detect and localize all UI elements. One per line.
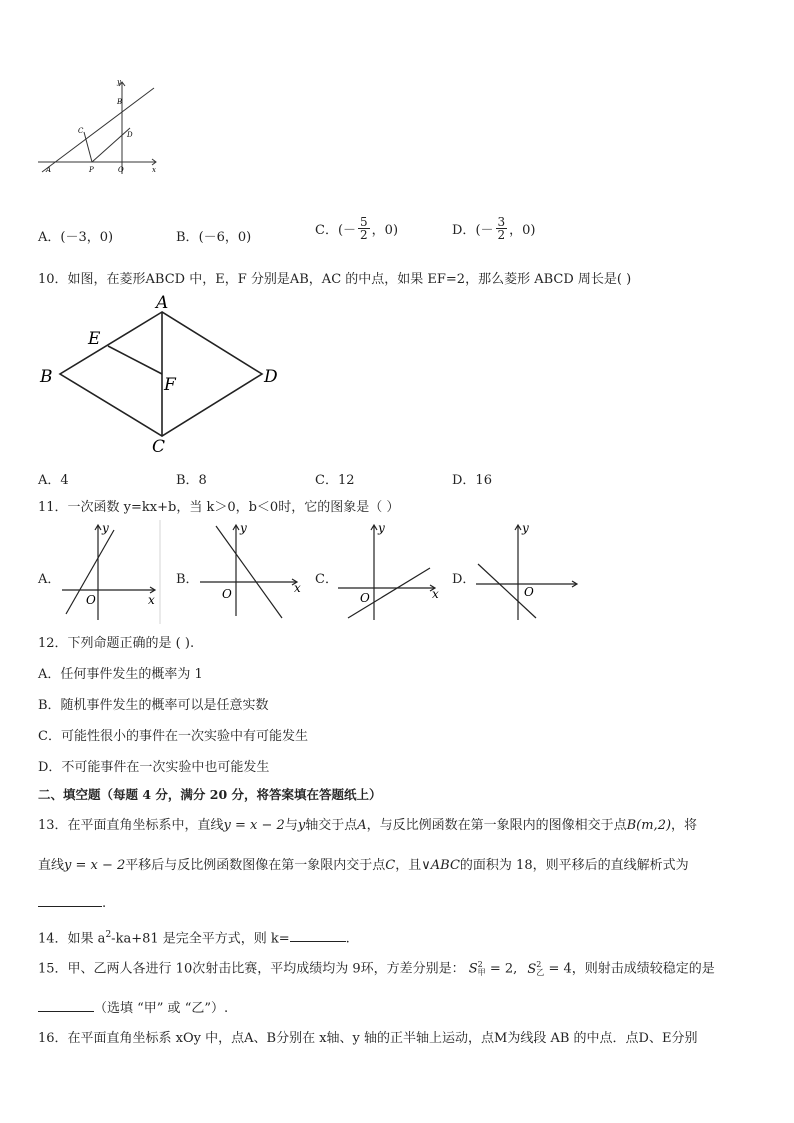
q13-line-1 <box>38 818 697 834</box>
q15-s2-val: = 4 <box>548 961 572 977</box>
q13-part7: 平移后与反比例函数图像在第一象限内交于点 <box>125 858 386 873</box>
q9-option-d-fraction <box>496 216 508 241</box>
q11-b-o-label: O <box>222 587 232 601</box>
q13-A: A <box>357 818 367 833</box>
q14-sup: 2 <box>105 930 112 940</box>
q9-option-d-post: ，0) <box>509 223 536 238</box>
q11-option-d-letter: D． <box>452 572 476 587</box>
q13-part8: ，且 <box>395 858 422 873</box>
q11-c-y-label: y <box>378 521 385 535</box>
q15-s1-val: = 2, <box>489 961 518 977</box>
q9-option-a-text: (－3，0) <box>60 230 114 245</box>
q10-option-b: B．8 <box>176 473 207 488</box>
q15-part2: ，则射击成绩较稳定的是 <box>571 961 715 977</box>
q9-label-C: C <box>78 127 84 135</box>
q11-a-y-label: y <box>102 521 109 535</box>
q15-s1-sub: 甲 <box>477 968 486 977</box>
q11-d-y-label: y <box>522 521 529 535</box>
q12-option-a: A．任何事件发生的概率为 1 <box>38 667 203 682</box>
q13-C: C <box>385 858 396 873</box>
q9-option-c-pre: (－ <box>337 223 357 238</box>
q10-question: 10．如图，在菱形ABCD 中，E，F 分别是AB，AC 的中点，如果 EF=2，那么菱形 ABCD 周长是( ) <box>38 272 632 287</box>
q11-graph-a <box>58 520 162 624</box>
q9-option-a-letter: A． <box>38 230 61 245</box>
q12-option-c: C．可能性很小的事件在一次实验中有可能发生 <box>38 729 308 744</box>
q15-line-2 <box>38 999 228 1017</box>
q15-answer-blank[interactable] <box>38 999 94 1012</box>
q9-option-d-letter: D． <box>452 223 476 238</box>
q15-s2: S <box>527 961 537 977</box>
q9-option-c <box>315 216 398 241</box>
q13-end: . <box>102 896 107 911</box>
q15-s1-sup: 2 <box>477 960 483 969</box>
q9-label-x: x <box>152 166 156 174</box>
q13-part2: 与 <box>284 818 298 833</box>
q11-graph-b <box>196 520 306 624</box>
q9-figure <box>34 74 164 178</box>
q9-option-d-num: 3 <box>497 215 506 229</box>
q9-option-c-letter: C． <box>315 223 338 238</box>
q13-part3: 轴交于点 <box>305 818 358 833</box>
q11-option-b-letter: B． <box>176 572 199 587</box>
q10-label-E: E <box>88 329 101 349</box>
q9-label-D: D <box>127 131 133 139</box>
q13-eq1: y = x − 2 <box>223 818 285 833</box>
q11-c-x-label: x <box>432 587 439 601</box>
q15-s2-sub: 乙 <box>536 968 545 977</box>
q13-part6: 直线 <box>38 858 65 873</box>
q11-b-x-label: x <box>294 581 301 595</box>
q9-label-A: A <box>46 166 52 174</box>
q12-question: 12．下列命题正确的是 ( ). <box>38 636 195 651</box>
q13-y: y <box>297 818 306 833</box>
q14-question <box>38 927 350 947</box>
section-2-title: 二、填空题（每题 4 分，满分 20 分，将答案填在答题纸上） <box>38 787 382 802</box>
q10-option-d: D．16 <box>452 473 492 488</box>
q9-label-y: y <box>117 78 121 86</box>
q14-end: . <box>345 931 350 947</box>
q15-line-1 <box>38 961 715 978</box>
q11-c-o-label: O <box>360 591 370 605</box>
q9-option-c-num: 5 <box>360 215 368 229</box>
q10-label-F: F <box>164 375 176 395</box>
q14-answer-blank[interactable] <box>290 929 346 942</box>
q9-option-c-den: 2 <box>360 228 368 242</box>
q9-label-B: B <box>117 98 123 106</box>
q11-option-c-letter: C． <box>315 572 338 587</box>
q15-s2-sup: 2 <box>536 960 542 969</box>
q9-label-P: P <box>89 166 94 174</box>
q13-line-3 <box>38 894 106 912</box>
q9-option-b <box>176 226 251 245</box>
q13-part4: ，与反比例函数在第一象限内的图像相交于点 <box>366 818 627 833</box>
q9-label-O: O <box>118 166 124 174</box>
q11-b-y-label: y <box>240 521 247 535</box>
q9-option-d-pre: (－ <box>475 223 494 238</box>
q10-option-c: C．12 <box>315 473 355 488</box>
q16-question: 16．在平面直角坐标系 xOy 中，点A、B分别在 x轴、y 轴的正半轴上运动，点M为线段 AB 的中点．点D、E分别 <box>38 1031 698 1046</box>
q15-s1: S <box>468 961 478 977</box>
q10-label-A: A <box>156 293 169 313</box>
q11-question: 11．一次函数 y=kx+b，当 k＞0，b＜0时，它的图象是（ ） <box>38 500 400 515</box>
q13-answer-blank[interactable] <box>38 894 102 907</box>
q13-line-2 <box>38 858 689 874</box>
q11-graph-c <box>334 520 444 624</box>
q9-option-c-fraction <box>358 216 370 241</box>
q15-part3: （选填 “甲” 或 “乙”）. <box>94 1001 229 1016</box>
q9-option-d-den: 2 <box>497 228 506 242</box>
q11-option-a-letter: A． <box>38 572 61 587</box>
q9-option-b-letter: B． <box>176 230 199 245</box>
q9-option-c-post: ，0) <box>371 223 399 238</box>
q13-part1: 13．在平面直角坐标系中，直线 <box>38 818 224 833</box>
q9-option-a <box>38 226 113 245</box>
q11-a-x-label: x <box>148 593 155 607</box>
q10-label-C: C <box>152 437 166 457</box>
q9-option-b-text: (－6，0) <box>198 230 252 245</box>
q11-graph-d <box>472 520 584 624</box>
q14-part1: 14．如果 a <box>38 931 106 947</box>
q10-rhombus-figure <box>36 292 286 460</box>
q10-label-B: B <box>40 367 53 387</box>
q15-part1: 15．甲、乙两人各进行 10次射击比赛，平均成绩均为 9环，方差分别是： <box>38 961 465 977</box>
q13-eq2: y = x − 2 <box>64 858 126 873</box>
q11-a-o-label: O <box>86 593 96 607</box>
q13-part9: 的面积为 18，则平移后的直线解析式为 <box>459 858 689 873</box>
q13-tri: ∨ABC <box>421 858 460 873</box>
q14-part2: -ka+81 是完全平方式，则 k= <box>111 931 290 947</box>
q13-part5: ，将 <box>671 818 698 833</box>
q12-option-b: B．随机事件发生的概率可以是任意实数 <box>38 698 269 713</box>
q10-option-a: A．4 <box>38 473 69 488</box>
q10-label-D: D <box>264 367 278 387</box>
q12-option-d: D．不可能事件在一次实验中也可能发生 <box>38 760 270 775</box>
q11-d-o-label: O <box>524 585 534 599</box>
q13-Bm: B(m,2) <box>626 818 672 833</box>
q9-option-d <box>452 216 536 241</box>
